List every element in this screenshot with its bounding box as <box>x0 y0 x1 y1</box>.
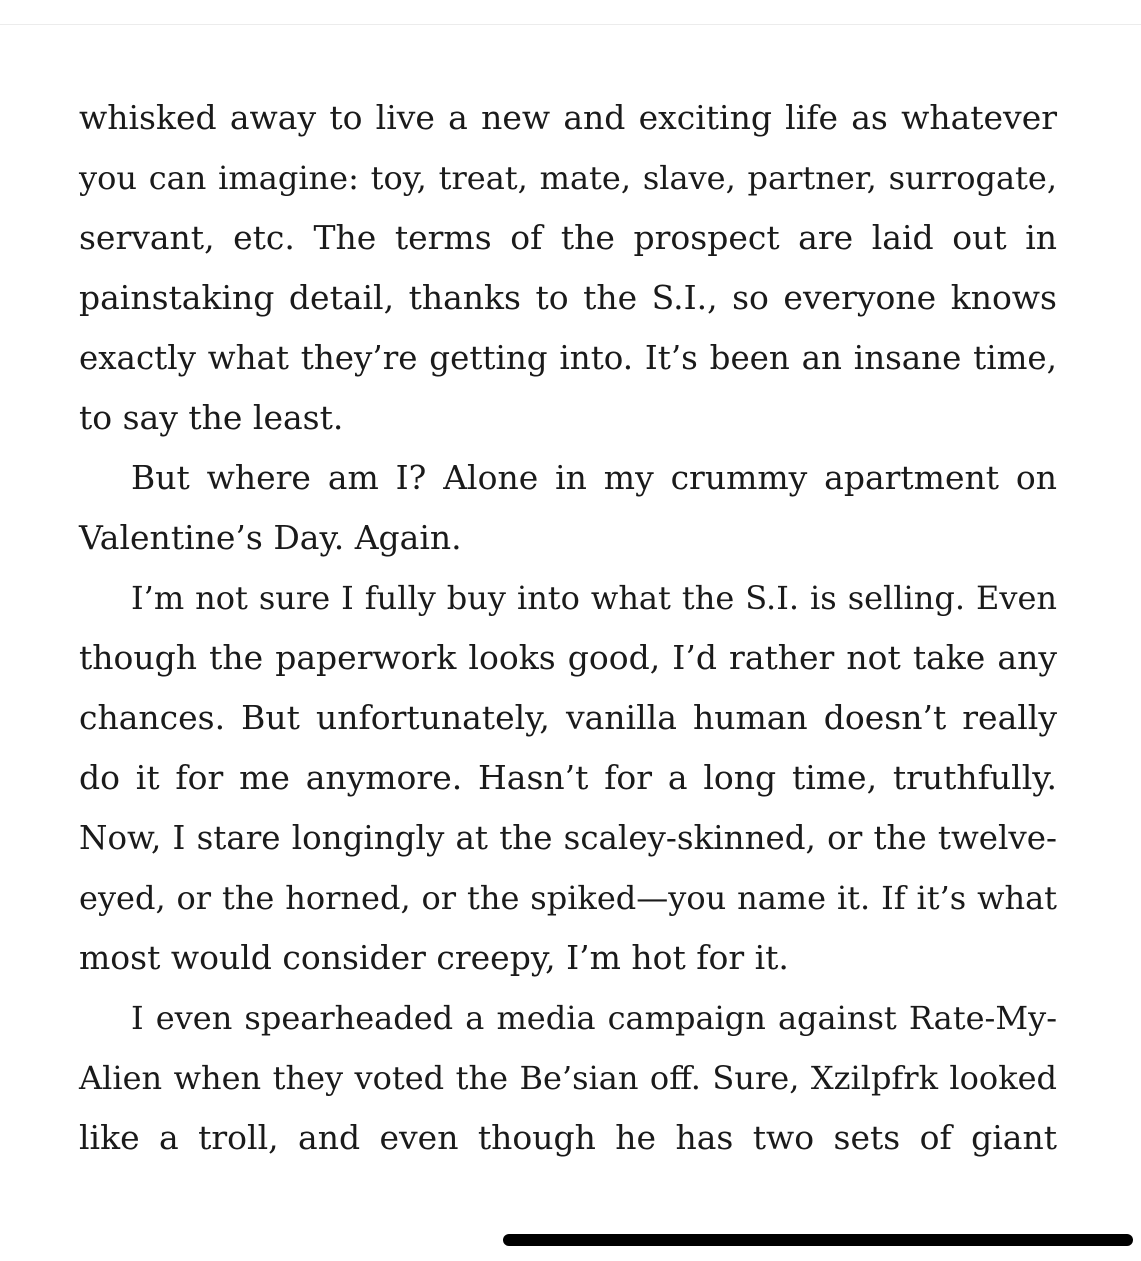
text-line: painstaking detail, thanks to the S.I., so everyone knows <box>79 278 1057 317</box>
text-line: But where am I? Alone in my crummy apartment on <box>131 458 1057 497</box>
text-line: most would consider creepy, I’m hot for it. <box>79 938 789 977</box>
text-line: exactly what they’re getting into. It’s been an insane time, <box>79 339 1057 377</box>
text-line: you can imagine: toy, treat, mate, slave, partner, surrogate, <box>79 159 1057 197</box>
text-line: like a troll, and even though he has two sets of giant <box>79 1118 1057 1157</box>
text-line: chances. But unfortunately, vanilla human doesn’t really <box>79 698 1057 737</box>
text-line: whisked away to live a new and exciting life as whatever <box>79 98 1057 137</box>
text-line: to say the least. <box>79 398 344 437</box>
home-indicator[interactable] <box>503 1234 1133 1246</box>
text-line: Alien when they voted the Be’sian off. Sure, Xzilpfrk looked <box>79 1059 1057 1097</box>
text-line: I’m not sure I fully buy into what the S.I. is selling. Even <box>131 579 1057 617</box>
text-line: servant, etc. The terms of the prospect are laid out in <box>79 218 1057 257</box>
text-line: do it for me anymore. Hasn’t for a long time, truthfully. <box>79 758 1057 797</box>
text-line: though the paperwork looks good, I’d rather not take any <box>79 638 1057 677</box>
text-line: Now, I stare longingly at the scaley-skinned, or the twelve- <box>79 819 1057 857</box>
text-line: eyed, or the horned, or the spiked—you name it. If it’s what <box>79 879 1057 917</box>
reader-page[interactable] <box>79 88 1057 1168</box>
top-divider <box>0 24 1141 25</box>
text-line: Valentine’s Day. Again. <box>79 518 462 557</box>
text-line: I even spearheaded a media campaign against Rate-My- <box>131 999 1057 1037</box>
